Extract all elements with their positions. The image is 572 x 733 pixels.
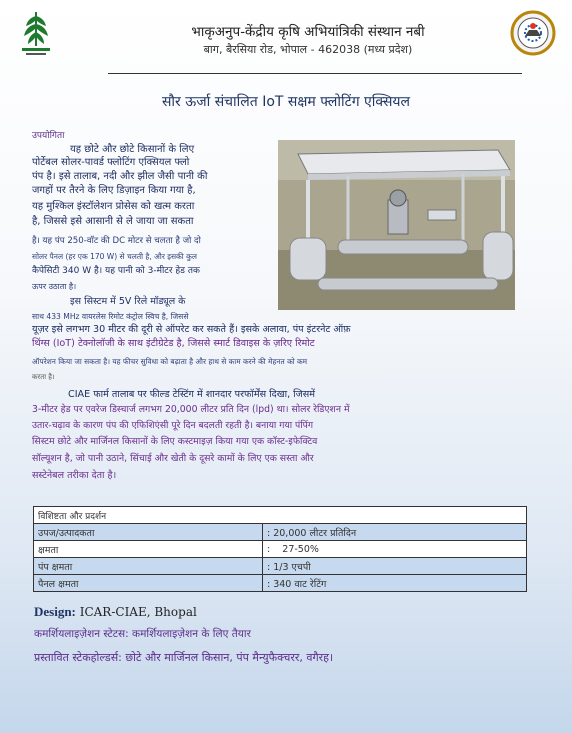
para1-line: साथ 433 MHz वायरलेस रिमोट कंट्रोल स्विच है, जिससे [32, 312, 189, 321]
para2-line: उतार-चढ़ाव के कारण पंप की एफिशिएंसी पूरे दिन बदलती रहती है। बनाया गया पंपिंग [32, 420, 314, 431]
design-label: Design: [34, 604, 76, 619]
para1-line: इस सिस्टम में 5V रिले मॉड्यूल के [70, 296, 186, 307]
design-line [34, 604, 197, 620]
para1-line: करता है। [32, 373, 55, 381]
institute-address: बाग, बैरसिया रोड, भोपाल - 462038 (मध्य प्रदेश) [203, 43, 413, 56]
spec-table-heading: विशिष्टता और प्रदर्शन [34, 507, 527, 524]
para1-line: है। यह पंप 250-वॉट की DC मोटर से चलता है जो दो [32, 236, 201, 246]
para1-line: यूज़र इसे लगभग 30 मीटर की दूरी से ऑपरेट कर सकते हैं। इसके अलावा, पंप इंटरनेट ऑफ़ [32, 324, 351, 335]
para2-line: CIAE फार्म तालाब पर फील्ड टेस्टिंग में शानदार परफॉर्मेंस दिखा, जिसमें [68, 389, 315, 400]
para1-line: सोलर पैनल (हर एक 170 W) से चलती है, और इसकी कुल [32, 252, 197, 261]
table-row [34, 575, 527, 592]
spec-value: : 340 वाट रेटिंग [263, 575, 527, 592]
document-title: सौर ऊर्जा संचालित IoT सक्षम फ्लोटिंग एक्सियल [161, 94, 411, 110]
para1-line: जगहों पर तैरने के लिए डिज़ाइन किया गया है, [32, 185, 196, 196]
para2-line: 3-मीटर हेड पर एवरेज डिस्चार्ज लगभग 20,000 लीटर प्रति दिन (lpd) था। सोलर रेडिएशन में [32, 404, 350, 415]
para2-line: सॉल्यूशन है, जो पानी उठाने, सिंचाई और खेती के दूसरे कामों के लिए एक सस्ता और [32, 453, 314, 464]
ciae-seal-icon [510, 10, 556, 56]
spec-table [33, 506, 527, 592]
floating-pump-photo [278, 140, 515, 310]
spec-label: पैनल क्षमता [34, 575, 263, 592]
para1-line: यह मुश्किल इंस्टॉलेशन प्रोसेस को खत्म करता [32, 201, 195, 212]
para2-line: सस्टेनेबल तरीका देता है। [32, 470, 117, 481]
spec-label: पंप क्षमता [34, 558, 263, 575]
para1-line: यह छोटे और छोटे किसानों के लिए [70, 144, 195, 155]
para1-line: पोर्टेबल सोलर-पावर्ड फ्लोटिंग एक्सियल फ्लो [32, 157, 190, 168]
utility-heading: उपयोगिता [32, 131, 65, 141]
proposed-stakeholders: प्रस्तावित स्टेकहोल्डर्स: छोटे और मार्जिनल किसान, पंप मैन्युफैक्चरर, वगैरह। [34, 651, 334, 664]
spec-label: क्षमता [34, 541, 263, 558]
table-row [34, 524, 527, 541]
para1-line: ऊपर उठाता है। [32, 282, 77, 291]
spec-value: : 27-50% [263, 541, 527, 558]
institute-name: भाकृअनुप-केंद्रीय कृषि अभियांत्रिकी संस्थान नबी [191, 24, 425, 40]
spec-label: उपज/उत्पादकता [34, 524, 263, 541]
para1-line: कैपेसिटी 340 W है। यह पानी को 3-मीटर हेड तक [32, 266, 200, 276]
table-row [34, 558, 527, 575]
design-value: ICAR-CIAE, Bhopal [75, 605, 197, 619]
para1-line: ऑपरेशन किया जा सकता है। यह फीचर सुविधा को बढ़ाता है और हाथ से काम करने की मेहनत को कम [32, 357, 308, 366]
spec-value: : 1/3 एचपी [263, 558, 527, 575]
commercialization-status: कमर्शियलाइज़ेशन स्टेटस: कमर्शियलाइज़ेशन के लिए तैयार [34, 628, 251, 640]
spec-value: : 20,000 लीटर प्रतिदिन [263, 524, 527, 541]
para1-line: पंप है। इसे तालाब, नदी और झील जैसी पानी की [32, 171, 208, 182]
header-divider [108, 73, 522, 74]
para1-line: है, जिससे इसे आसानी से ले जाया जा सकता [32, 216, 194, 227]
para1-line: थिंग्स (IoT) टेक्नोलॉजी के साथ इंटीग्रेटेड है, जिससे स्मार्ट डिवाइस के ज़रिए रिमोट [32, 338, 315, 349]
table-row [34, 541, 527, 558]
para2-line: सिस्टम छोटे और मार्जिनल किसानों के लिए कस्टमाइज़ किया गया एक कॉस्ट-इफेक्टिव [32, 436, 318, 447]
icar-logo [18, 8, 54, 58]
